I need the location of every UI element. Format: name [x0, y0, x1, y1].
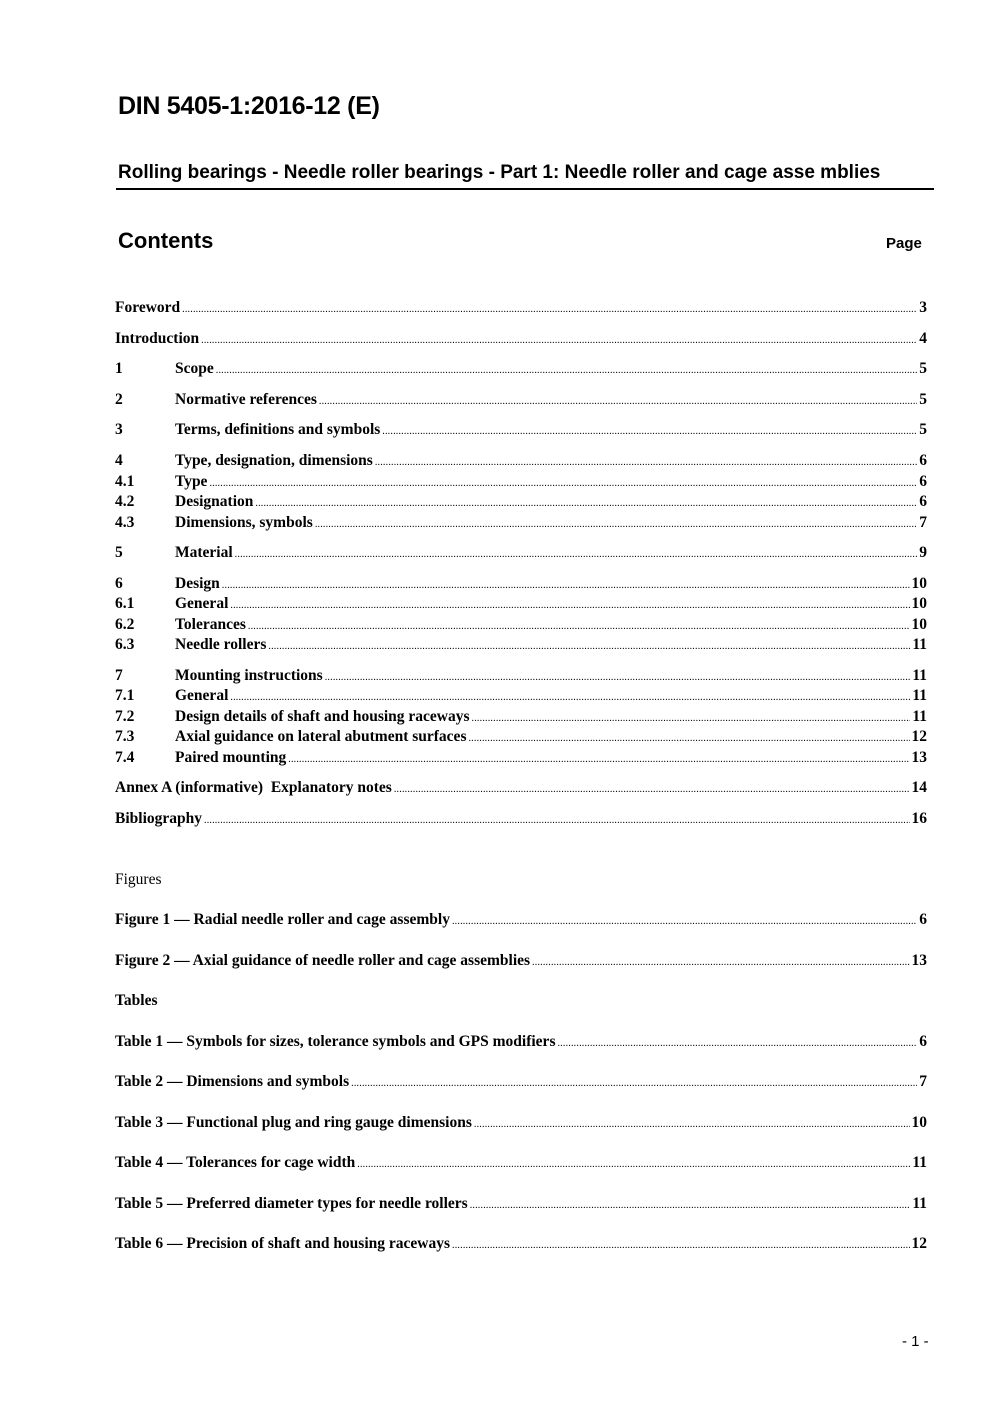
toc-entry-page: 4 [919, 330, 927, 347]
table-entry-page: 12 [911, 1235, 927, 1252]
toc-entry-label: Terms, definitions and symbols [175, 421, 381, 438]
toc-entry-number: 2 [115, 391, 123, 408]
figure-entry-1[interactable] [115, 910, 927, 930]
toc-entry-label: Dimensions, symbols [175, 514, 313, 531]
toc-entry-label: Introduction [115, 330, 200, 347]
toc-entry-number: 3 [115, 421, 123, 438]
table-entry-label: Table 3 — Functional plug and ring gauge dimensions [115, 1114, 472, 1131]
toc-entry-number: 1 [115, 360, 123, 377]
toc-entry-number: 4 [115, 452, 123, 469]
toc-entry-label: Needle rollers [175, 636, 267, 653]
toc-entry-label: Type [175, 473, 208, 490]
toc-entry-introduction[interactable] [115, 329, 927, 349]
toc-entry-label: Foreword [115, 299, 181, 316]
toc-entry-label: Design details of shaft and housing raceways [175, 708, 470, 725]
table-entry-label: Table 2 — Dimensions and symbols [115, 1073, 350, 1090]
toc-entry-mounting-general[interactable] [115, 686, 927, 706]
toc-entry-raceways[interactable] [115, 707, 927, 727]
toc-entry-page: 13 [911, 749, 927, 766]
toc-entry-normative-references[interactable] [115, 390, 927, 410]
table-entry-label: Table 6 — Precision of shaft and housing raceways [115, 1235, 451, 1252]
toc-entry-design[interactable] [115, 574, 927, 594]
toc-entry-number: 5 [115, 544, 123, 561]
toc-entry-label: Axial guidance on lateral abutment surfaces [175, 728, 467, 745]
toc-entry-label: Design [175, 575, 220, 592]
table-entry-3[interactable] [115, 1113, 927, 1133]
toc-entry-design-general[interactable] [115, 594, 927, 614]
figure-entry-page: 6 [919, 911, 927, 928]
toc-entry-page: 10 [911, 575, 927, 592]
toc-entry-page: 11 [912, 667, 927, 684]
table-entry-6[interactable] [115, 1234, 927, 1254]
toc-entry-page: 5 [919, 421, 927, 438]
toc-entry-number: 7.2 [115, 708, 135, 725]
table-entry-label: Table 4 — Tolerances for cage width [115, 1154, 356, 1171]
page-column-heading: Page [886, 235, 922, 252]
table-entry-page: 11 [912, 1195, 927, 1212]
toc-entry-label: General [175, 687, 229, 704]
toc-entry-tolerances[interactable] [115, 615, 927, 635]
document-title: Rolling bearings - Needle roller bearings - Part 1: Needle roller and cage asse mblies [116, 162, 934, 190]
table-entry-2[interactable] [115, 1072, 927, 1092]
toc-entry-bibliography[interactable] [115, 809, 927, 829]
table-entry-page: 10 [911, 1114, 927, 1131]
toc-entry-number: 4.3 [115, 514, 135, 531]
table-entry-label: Table 5 — Preferred diameter types for needle rollers [115, 1195, 468, 1212]
toc-entry-scope[interactable] [115, 359, 927, 379]
contents-heading: Contents [118, 228, 214, 253]
toc-entry-page: 16 [911, 810, 927, 827]
toc-entry-paired-mounting[interactable] [115, 748, 927, 768]
toc-entry-foreword[interactable] [115, 298, 927, 318]
toc-entry-label: Designation [175, 493, 254, 510]
toc-entry-number: 7 [115, 667, 123, 684]
toc-entry-page: 11 [912, 708, 927, 725]
table-entry-4[interactable] [115, 1153, 927, 1173]
table-entry-5[interactable] [115, 1194, 927, 1214]
toc-entry-terms[interactable] [115, 420, 927, 440]
toc-entry-page: 11 [912, 636, 927, 653]
toc-entry-type-designation[interactable] [115, 451, 927, 471]
toc-entry-number: 4.1 [115, 473, 135, 490]
toc-entry-page: 11 [912, 687, 927, 704]
toc-entry-number: 4.2 [115, 493, 135, 510]
figure-entry-page: 13 [911, 952, 927, 969]
toc-entry-type[interactable] [115, 472, 927, 492]
figure-entry-label: Figure 2 — Axial guidance of needle roller and cage assemblies [115, 952, 531, 969]
toc-entry-material[interactable] [115, 543, 927, 563]
toc-entry-label: Normative references [175, 391, 317, 408]
toc-entry-page: 10 [911, 595, 927, 612]
toc-entry-label: Scope [175, 360, 214, 377]
toc-entry-label: Type, designation, dimensions [175, 452, 373, 469]
toc-entry-designation[interactable] [115, 492, 927, 512]
toc-entry-number: 6.3 [115, 636, 135, 653]
toc-entry-label: Material [175, 544, 233, 561]
toc-entry-page: 6 [919, 473, 927, 490]
toc-entry-needle-rollers[interactable] [115, 635, 927, 655]
toc-entry-page: 9 [919, 544, 927, 561]
figure-entry-2[interactable] [115, 951, 927, 971]
figure-entry-label: Figure 1 — Radial needle roller and cage assembly [115, 911, 450, 928]
toc-entry-page: 6 [919, 452, 927, 469]
table-entry-1[interactable] [115, 1032, 927, 1052]
table-entry-label: Table 1 — Symbols for sizes, tolerance symbols and GPS modifiers [115, 1033, 556, 1050]
toc-entry-page: 6 [919, 493, 927, 510]
toc-entry-label: Paired mounting [175, 749, 287, 766]
toc-entry-label: Annex A (informative) Explanatory notes [115, 779, 392, 796]
toc-entry-page: 14 [911, 779, 927, 796]
toc-entry-number: 6.2 [115, 616, 135, 633]
toc-entry-page: 5 [919, 391, 927, 408]
toc-entry-label: Tolerances [175, 616, 246, 633]
toc-entry-page: 10 [911, 616, 927, 633]
toc-entry-dimensions-symbols[interactable] [115, 513, 927, 533]
toc-entry-mounting-instructions[interactable] [115, 666, 927, 686]
toc-entry-page: 7 [919, 514, 927, 531]
toc-entry-annex-a[interactable] [115, 778, 927, 798]
toc-entry-axial-guidance[interactable] [115, 727, 927, 747]
document-id: DIN 5405-1:2016-12 (E) [118, 92, 380, 120]
toc-entry-number: 7.4 [115, 749, 135, 766]
toc-entry-label: Bibliography [115, 810, 202, 827]
tables-heading: Tables [115, 992, 158, 1009]
page-number: - 1 - [902, 1333, 929, 1350]
toc-entry-number: 7.1 [115, 687, 135, 704]
toc-entry-number: 6 [115, 575, 123, 592]
toc-entry-label: General [175, 595, 229, 612]
figures-heading: Figures [115, 871, 162, 888]
toc-entry-number: 6.1 [115, 595, 135, 612]
toc-entry-page: 12 [911, 728, 927, 745]
toc-entry-page: 5 [919, 360, 927, 377]
toc-entry-page: 3 [919, 299, 927, 316]
toc-entry-label: Mounting instructions [175, 667, 323, 684]
toc-entry-number: 7.3 [115, 728, 135, 745]
table-entry-page: 7 [919, 1073, 927, 1090]
table-entry-page: 11 [912, 1154, 927, 1171]
table-entry-page: 6 [919, 1033, 927, 1050]
